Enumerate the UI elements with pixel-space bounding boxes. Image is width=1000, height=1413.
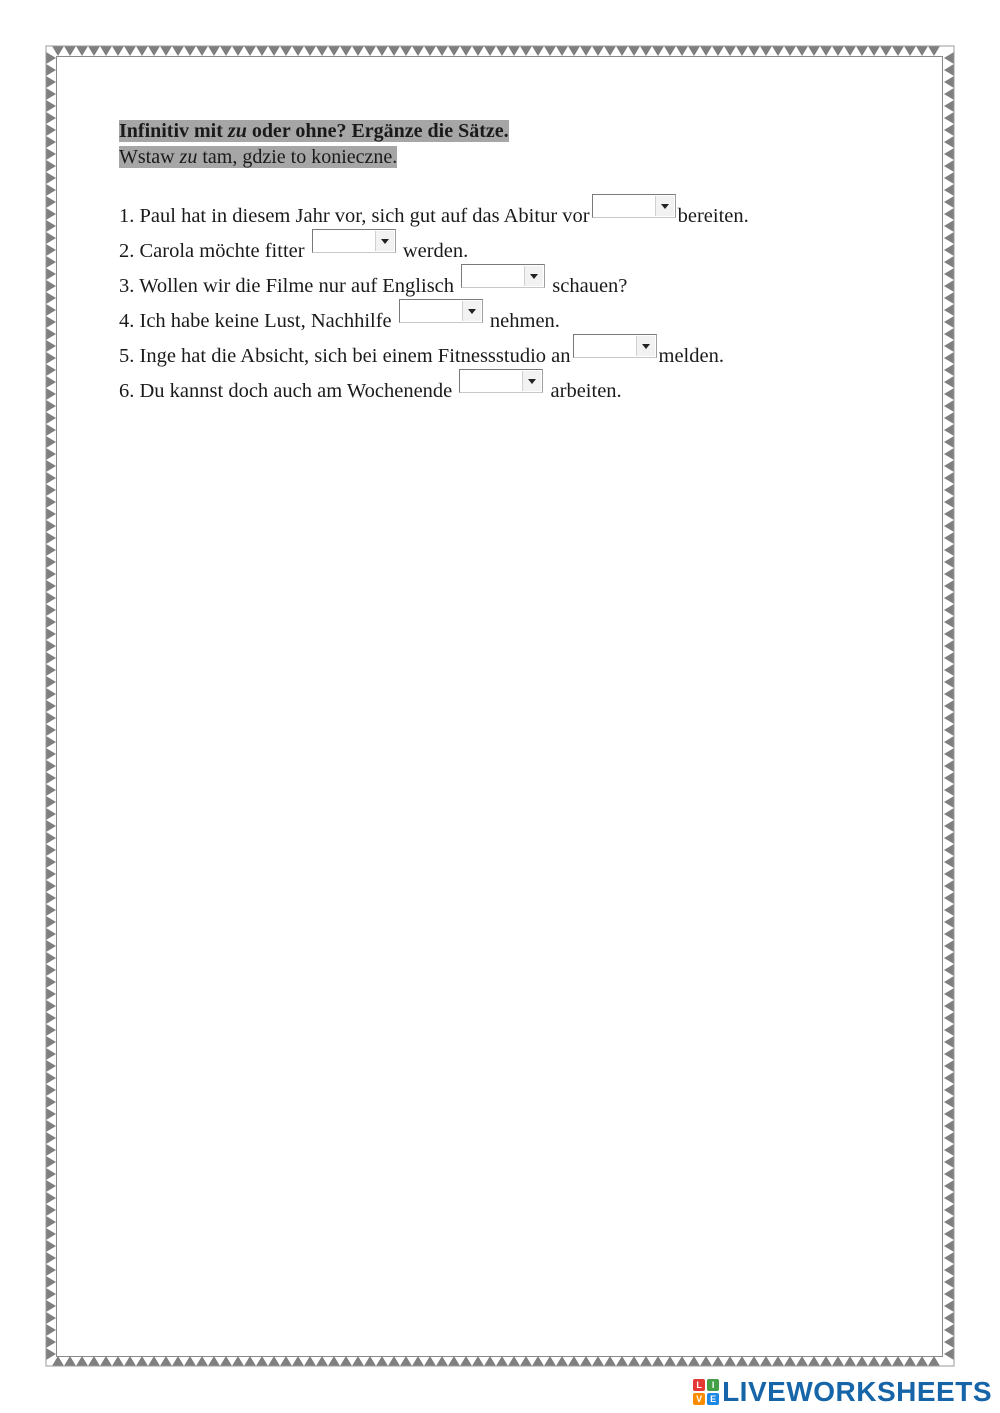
chevron-down-icon[interactable] xyxy=(655,196,674,216)
exercise-item-6: 6. Du kannst doch auch am Wochenende arbeiten. xyxy=(119,369,879,404)
logo-text: LIVEWORKSHEETS xyxy=(722,1376,992,1407)
worksheet-content xyxy=(119,118,879,404)
liveworksheets-logo[interactable] xyxy=(693,1375,992,1409)
logo-badge-letter: L xyxy=(693,1379,705,1391)
instruction-title: Infinitiv mit zu oder ohne? Ergänze die Sätze. xyxy=(119,120,509,142)
answer-dropdown-3[interactable] xyxy=(461,264,545,288)
exercise-list xyxy=(119,194,879,404)
logo-badge-letter: E xyxy=(707,1393,719,1405)
answer-dropdown-1[interactable] xyxy=(592,194,676,218)
logo-badge-icon xyxy=(693,1379,719,1405)
chevron-down-icon[interactable] xyxy=(522,371,541,391)
exercise-item-2: 2. Carola möchte fitter werden. xyxy=(119,229,879,264)
chevron-down-icon[interactable] xyxy=(524,266,543,286)
answer-dropdown-4[interactable] xyxy=(399,299,483,323)
instruction-subtitle: Wstaw zu tam, gdzie to konieczne. xyxy=(119,146,398,168)
exercise-item-1: 1. Paul hat in diesem Jahr vor, sich gut auf das Abitur vor bereiten. xyxy=(119,194,879,229)
answer-dropdown-6[interactable] xyxy=(459,369,543,393)
logo-badge-letter: I xyxy=(707,1379,719,1391)
exercise-item-4: 4. Ich habe keine Lust, Nachhilfe nehmen. xyxy=(119,299,879,334)
answer-dropdown-5[interactable] xyxy=(573,334,657,358)
chevron-down-icon[interactable] xyxy=(462,301,481,321)
logo-badge-letter: V xyxy=(693,1393,705,1405)
exercise-item-3: 3. Wollen wir die Filme nur auf Englisch schauen? xyxy=(119,264,879,299)
chevron-down-icon[interactable] xyxy=(375,231,394,251)
chevron-down-icon[interactable] xyxy=(636,336,655,356)
exercise-item-5: 5. Inge hat die Absicht, sich bei einem Fitnessstudio an melden. xyxy=(119,334,879,369)
answer-dropdown-2[interactable] xyxy=(312,229,396,253)
